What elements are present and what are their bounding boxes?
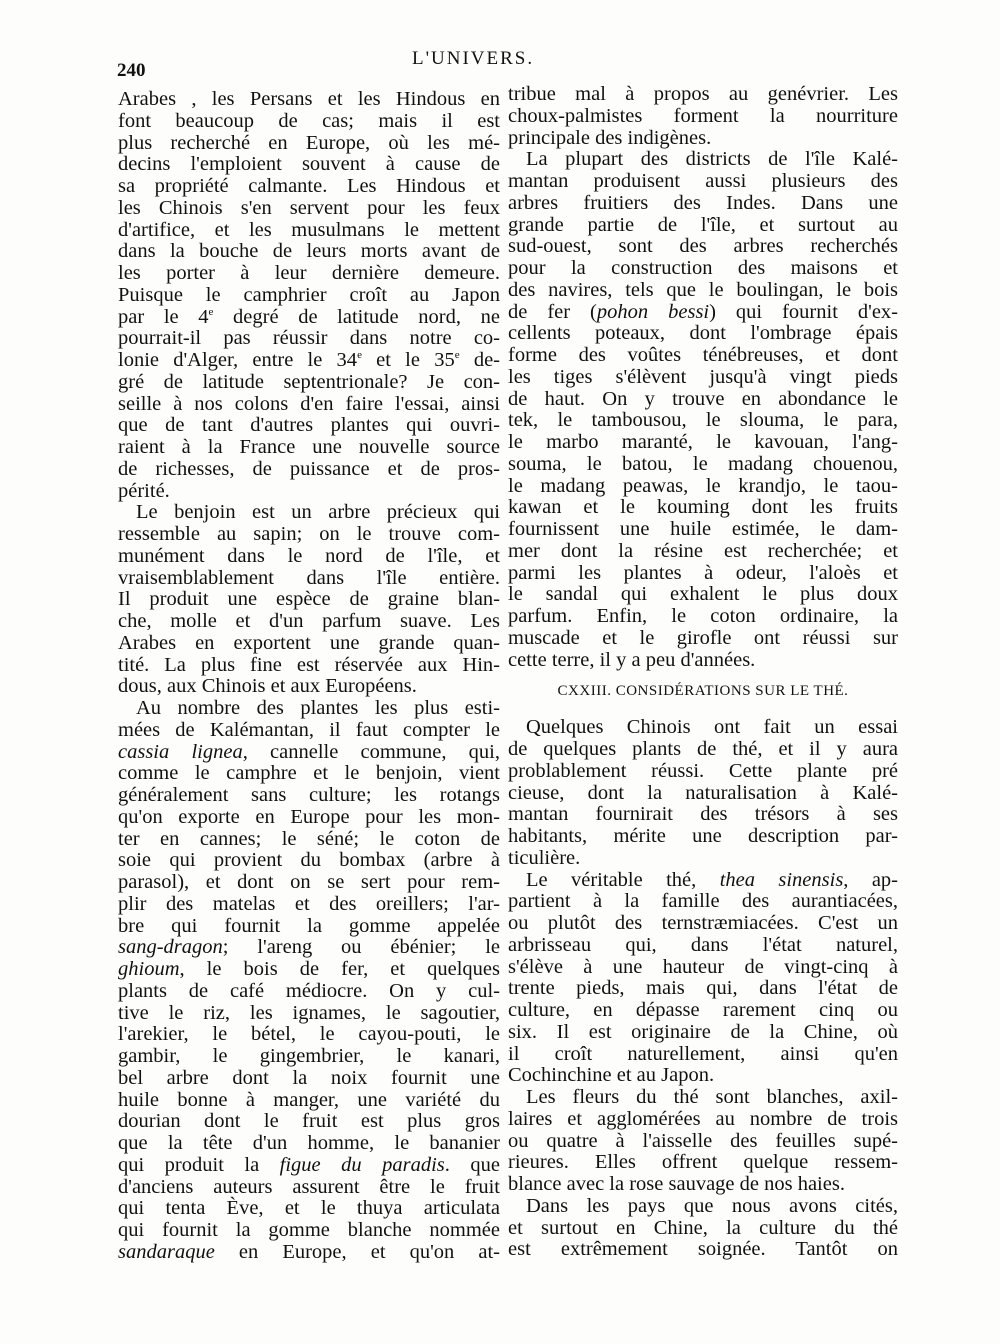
text-line: che, molle et d'un parfum suave. Les [118,610,500,632]
text-line: rieures. Elles offrent quelque ressem- [508,1151,898,1174]
text-line: Les fleurs du thé sont blanches, axil- [526,1086,898,1108]
right-column [508,84,898,1261]
text-line: que de tant d'autres plantes qui ouvri- [118,414,500,437]
text-line: Arabes en exportent une grande quan- [118,631,500,654]
text-line: Le benjoin est un arbre précieux qui [136,501,500,524]
text-line: par le 4e degré de latitude nord, ne [118,305,500,328]
text-line: tek, le tambousou, le slouma, le para, [508,409,898,432]
text-line: cassia lignea, cannelle commune, qui, [118,740,500,763]
text-line: Cochinchine et au Japon. [508,1064,715,1087]
text-line: d'anciens auteurs assurent être le fruit [118,1175,500,1198]
text-line: gambir, le gingembrier, le kanari, [118,1045,500,1067]
text-line: comme le camphre et le benjoin, vient [118,762,500,785]
text-line: qui produit la figue du paradis. que [118,1153,500,1176]
text-line: pourrait-il pas réussir dans notre co- [118,327,500,350]
text-line: est extrêmement soignée. Tantôt on [508,1238,898,1261]
text-line: tité. La plus fine est réservée aux Hin- [118,653,500,676]
text-line: mantan fournirait des trésors à ses [508,803,898,826]
text-line: qui tenta Ève, et le thuya articulata [118,1197,500,1220]
text-line: huile bonne à manger, une variété du [118,1088,500,1111]
text-line: sa propriété calmante. Les Hindous et [118,175,500,197]
text-line: dous, aux Chinois et aux Européens. [118,675,417,698]
italic-term: cassia lignea [118,740,243,763]
text-line: problablement réussi. Cette plante pré [508,759,898,782]
text-line: vraisemblablement dans l'île entière. [118,566,500,589]
italic-term: thea sinensis [719,868,844,891]
right-column-top [508,84,898,671]
text-line: cellents poteaux, dont l'ombrage épais [508,322,898,345]
text-line: sud-ouest, sont des arbres recherchés [508,235,898,258]
text-line: plir des matelas et des oreillers; l'ar- [118,892,500,915]
ordinal-superscript: e [208,305,214,318]
text-line: arbrisseau qui, dans l'état naturel, [508,933,898,956]
text-line: de haut. On y trouve en abondance le [508,387,898,410]
text-line: souma, le batou, le madang chouenou, [508,452,898,475]
text-line: plus recherché en Europe, où les mé- [118,131,500,154]
text-line: que la tête d'un homme, le bananier [118,1132,500,1154]
text-line: Le véritable thé, thea sinensis, ap- [526,868,898,891]
text-line: tive le riz, les ignames, le sagoutier, [118,1001,500,1024]
text-line: principale des indigènes. [508,126,712,149]
text-line: raient à la France une nouvelle source [118,436,500,458]
text-line: ou plutôt des ternstræmiacées. C'est un [508,912,898,934]
text-line: de fer (pohon bessi) qui fournit d'ex- [508,300,898,323]
text-line: les porter à leur dernière demeure. [118,262,500,284]
text-line: blance avec la rose sauvage de nos haies. [508,1173,845,1195]
text-line: trente pieds, mais qui, dans l'état de [508,977,898,1000]
text-line: il croît naturellement, ainsi qu'en [508,1042,898,1065]
text-line: sandaraque en Europe, et qu'on at- [118,1240,500,1263]
text-line: parmi les plantes à odeur, l'aloès et [508,561,898,584]
text-line: gré de latitude septentrionale? Je con- [118,370,500,393]
text-line: ghioum, le bois de fer, et quelques [118,958,500,980]
text-line: Au nombre des plantes les plus esti- [136,697,500,719]
text-line: ticulière. [508,846,581,869]
text-line: La plupart des districts de l'île Kalé- [526,148,898,171]
text-line: seille à nos colons d'en faire l'essai, ainsi [118,392,500,415]
text-line: muscade et le girofle ont réussi sur [508,626,898,649]
text-line: habitants, mérite une description par- [508,825,898,847]
right-column-bottom [508,717,898,1261]
text-line: arbres fruitiers des Indes. Dans une [508,191,898,214]
text-line: cette terre, il y a peu d'années. [508,648,756,671]
text-line: périté. [118,479,170,502]
text-line: les tiges s'élèvent jusqu'à vingt pieds [508,365,898,388]
text-line: Arabes , les Persans et les Hindous en [118,88,500,110]
ordinal-superscript: e [357,349,362,361]
text-line: s'élève à une hauteur de vingt-cinq à [508,955,898,978]
text-line: munément dans le nord de l'île, et [118,544,500,567]
text-line: l'arekier, le bétel, le cayou-pouti, le [118,1023,500,1046]
text-line: Quelques Chinois ont fait un essai [526,716,898,739]
text-line: de quelques plants de thé, et il y aura [508,738,898,760]
italic-term: pohon bessi [596,300,710,323]
text-line: ou quatre à l'aisselle des feuilles supé- [508,1129,898,1152]
text-line: mantan produisent aussi plusieurs des [508,170,898,192]
text-line: pour la construction des maisons et [508,257,898,279]
text-line: decins l'emploient souvent à cause de [118,153,500,176]
text-line: ter en cannes; le séné; le coton de [118,827,500,850]
text-line: mer dont la résine est recherchée; et [508,539,898,562]
text-line: le madang peawas, le krandjo, le taou- [508,474,898,497]
text-line: Puisque le camphrier croît au Japon [118,283,500,306]
text-line: soie qui provient du bombax (arbre à [118,849,500,872]
text-line: six. Il est originaire de la Chine, où [508,1020,898,1043]
text-line: tribue mal à propos au genévrier. Les [508,83,898,105]
text-line: le marbo maranté, le kavouan, l'ang- [508,431,898,453]
text-line: partient à la famille des aurantiacées, [508,890,898,913]
text-line: des navires, tels que le boulingan, le bois [508,278,898,301]
left-column [118,89,500,1264]
text-line: Dans les pays que nous avons cités, [526,1194,898,1217]
running-title: L'UNIVERS. [412,48,535,69]
italic-term: sang-dragon [118,936,223,959]
text-line: qui fournit la gomme blanche nommée [118,1219,500,1241]
italic-term: sandaraque [118,1240,215,1263]
ordinal-superscript: e [454,349,460,361]
section-heading: CXXIII. CONSIDÉRATIONS SUR LE THÉ. [557,683,849,700]
text-line: parfum. Enfin, le coton ordinaire, la [508,605,898,627]
text-line: choux-palmistes forment la nourriture [508,104,898,127]
text-line: forme des voûtes ténébreuses, et dont [508,344,898,366]
text-line: cieuse, dont la naturalisation à Kalé- [508,781,898,804]
text-line: généralement sans culture; les rotangs [118,784,500,806]
text-line: et surtout en Chine, la culture du thé [508,1216,898,1239]
text-line: les Chinois s'en servent pour les feux [118,196,500,219]
text-line: dourian dont le fruit est plus gros [118,1110,500,1133]
text-line: laires et agglomérées au nombre de trois [508,1107,898,1130]
text-line: sang-dragon; l'areng ou ébénier; le [118,936,500,959]
text-line: bel arbre dont la noix fournit une [118,1066,500,1089]
text-line: ressemble au sapin; on le trouve com- [118,523,500,545]
text-line: le sandal qui exhalent le plus doux [508,583,898,606]
italic-term: figue du paradis [279,1153,445,1176]
text-line: font beaucoup de cas; mais il est [118,109,500,132]
text-line: fournissent une huile estimée, le dam- [508,518,898,540]
text-line: de richesses, de puissance et de pros- [118,457,500,480]
italic-term: ghioum [118,958,180,980]
text-line: d'artifice, et les musulmans le mettent [118,218,500,241]
text-line: culture, en dépasse rarement cinq ou [508,999,898,1021]
text-line: Il produit une espèce de graine blan- [118,588,500,611]
text-line: plants de café médiocre. On y cul- [118,979,500,1002]
text-line: qu'on exporte en Europe pour les mon- [118,805,500,828]
text-line: kawan et le kouming dont les fruits [508,496,898,519]
text-line: parasol), et dont on se sert pour rem- [118,871,500,893]
page-number: 240 [117,60,146,81]
text-line: mées de Kalémantan, il faut compter le [118,718,500,741]
text-line: dans la bouche de leurs morts avant de [118,240,500,263]
text-line: bre qui fournit la gomme appelée [118,914,500,937]
text-line: grande partie de l'île, et surtout au [508,213,898,236]
text-line: lonie d'Alger, entre le 34e et le 35e de- [118,349,500,371]
